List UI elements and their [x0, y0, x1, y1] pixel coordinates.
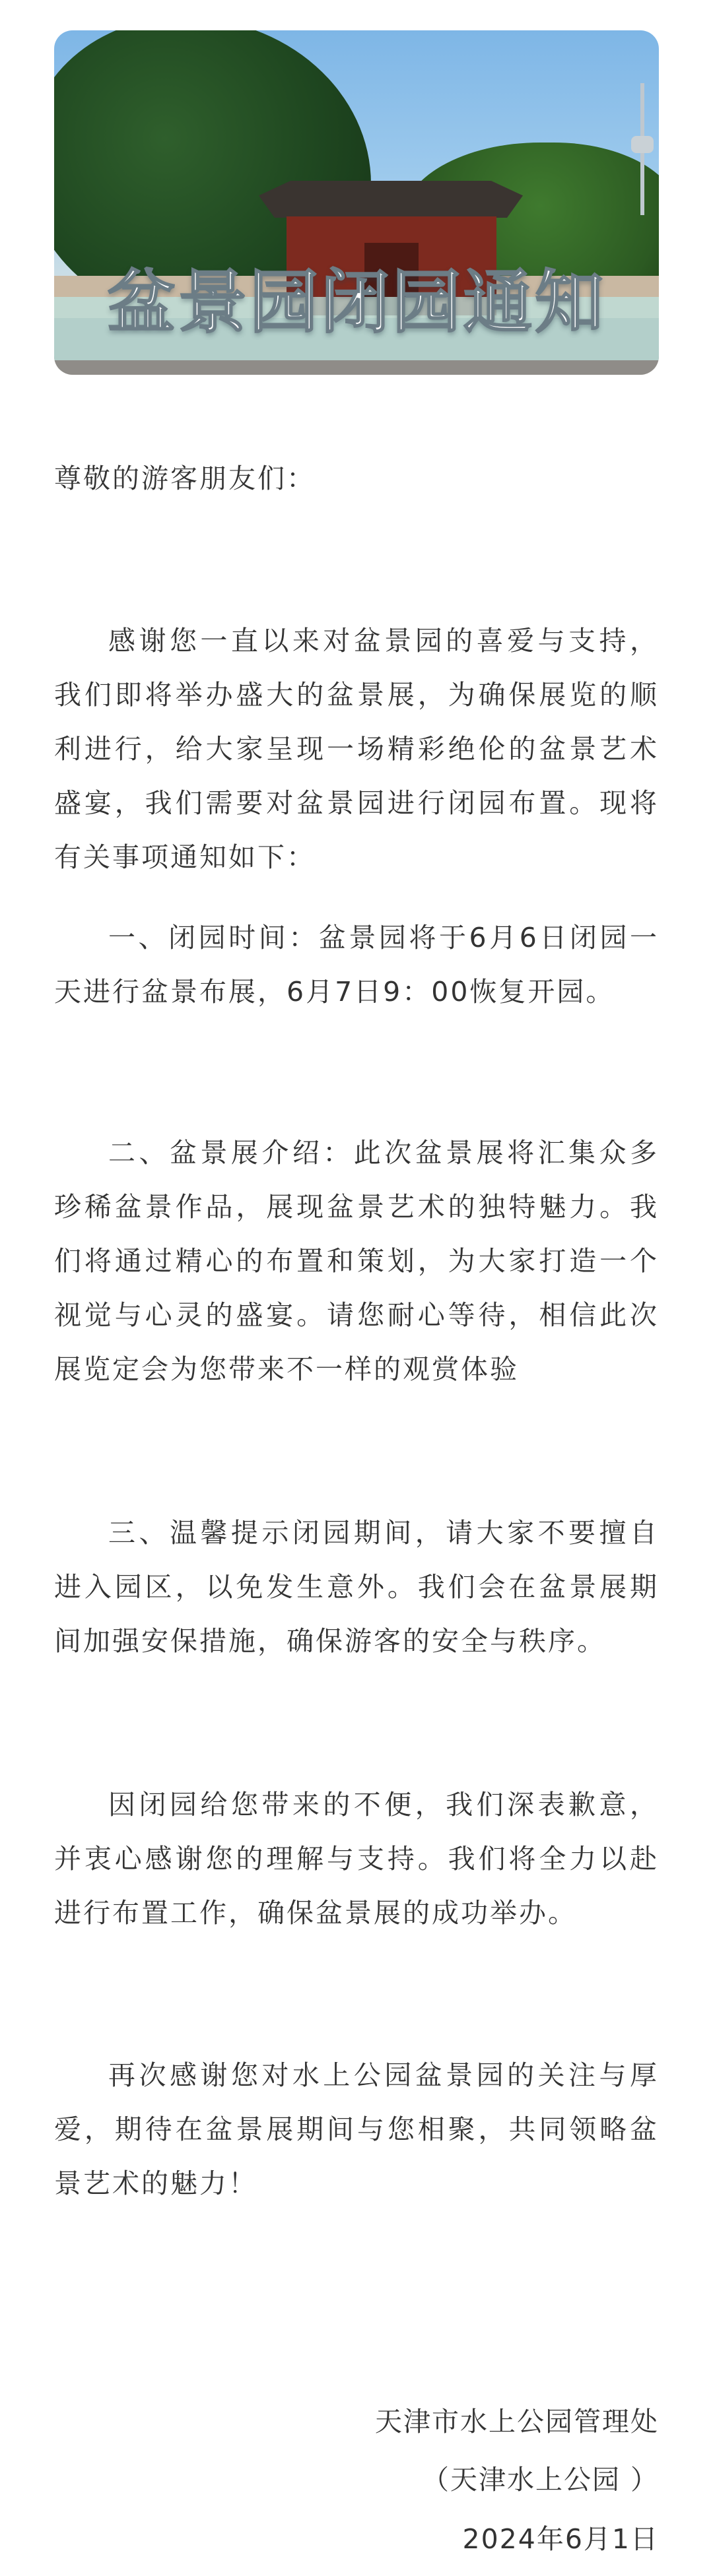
paragraph-intro: 感谢您一直以来对盆景园的喜爱与支持，我们即将举办盛大的盆景展，为确保展览的顺利进行，给大家呈现一场精彩绝伦的盆景艺术盛宴，我们需要对盆景园进行闭园布置。现将有关事项通知如下：: [54, 625, 659, 873]
banner-title: 盆景园闭园通知: [106, 262, 606, 342]
paragraph-closure-time: 一、闭园时间：盆景园将于6月6日闭园一天进行盆景布展，6月7日9：00恢复开园。: [54, 922, 659, 1008]
gate-roof-graphic: [259, 181, 523, 218]
paragraph-reminder: 三、温馨提示闭园期间，请大家不要擅自进入园区，以免发生意外。我们会在盆景展期间加强安保措施，确保游客的安全与秩序。: [54, 1517, 659, 1657]
paragraph-thanks: 再次感谢您对水上公园盆景园的关注与厚爱，期待在盆景展期间与您相聚，共同领略盆景艺术的魅力！: [54, 2059, 659, 2199]
header-banner-image: [54, 30, 659, 375]
tv-tower-pod-graphic: [631, 136, 654, 153]
signature-org: 天津市水上公园管理处: [375, 2406, 659, 2437]
signature-sub-org: （天津水上公园 ）: [421, 2464, 659, 2496]
paragraph-apology: 因闭园给您带来的不便，我们深表歉意，并衷心感谢您的理解与支持。我们将全力以赴进行布置工作，确保盆景展的成功举办。: [54, 1789, 659, 1929]
greeting: 尊敬的游客朋友们：: [54, 463, 316, 494]
paragraph-exhibition-intro: 二、盆景展介绍：此次盆景展将汇集众多珍稀盆景作品，展现盆景艺术的独特魅力。我们将通过精心的布置和策划，为大家打造一个视觉与心灵的盛宴。请您耐心等待，相信此次展览定会为您带来不一样的观赏体验: [54, 1137, 659, 1385]
signature-date: 2024年6月1日: [462, 2523, 659, 2555]
